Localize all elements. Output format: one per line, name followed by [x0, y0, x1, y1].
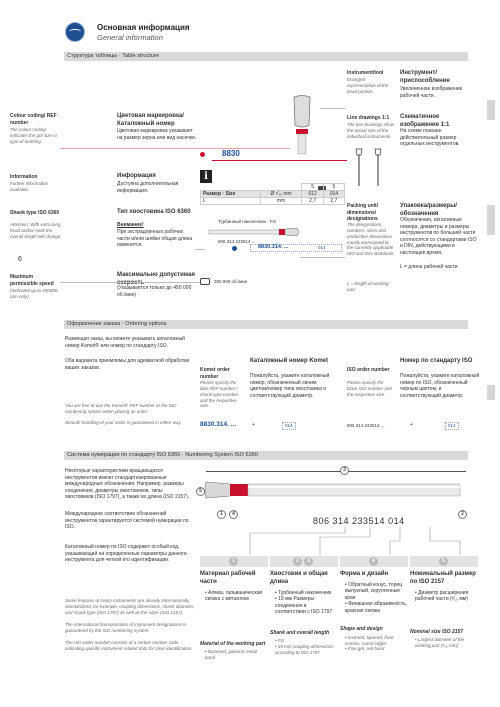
speed-en-desc: (Indicated up to 450000 rpm only): [10, 288, 58, 299]
column-ru-item: • Финишная абразивность, красная связка: [345, 601, 408, 614]
table-cell: 2,7: [323, 198, 344, 205]
table-cell: 014: [323, 191, 344, 198]
order-intro-en: You are free to use the Komet® REF number or the ISO numbering system when placing an order.: [65, 403, 177, 414]
column-number-row: [270, 556, 338, 567]
iso-code-large: 806 314 233514 014: [313, 516, 405, 526]
colour-ru-title: Цветовая маркировка/ Каталожный номер: [117, 113, 184, 127]
page-title-ru: Основная информация: [97, 23, 190, 32]
info-ru-desc: Доступна дополнительная информация.: [117, 181, 179, 194]
column-en-item: • Largest diameter of the working part (¹⁄₁₀ mm): [415, 637, 465, 648]
table-cell: 5: [323, 184, 344, 191]
red-dot-icon: [200, 152, 205, 157]
marker-2-right: 2: [458, 510, 467, 519]
packing-ru-desc: Обозначения, каталожные номера, диаметры и размеры инструментов по большей части соотносятся со стандартами ISO и DIN, действующими в настоящее время.: [400, 217, 477, 256]
packing-en-desc: The designations, numbers, sizes and production dimensions mostly correspond to the currently applicable ISO and DIN standards.: [347, 222, 395, 257]
column-ru-item: • 19 мм Размеры соединения в соответствии с ISO 1797: [275, 596, 333, 616]
red-rule: [212, 160, 347, 161]
section-bar-table-structure: Структура таблицы · Table structure: [64, 52, 468, 61]
colour-ru-desc: Цветовая маркировка указывает на размер зерна или вид насечки.: [117, 128, 197, 141]
iso-example-ref: 806 314 233514 ...: [347, 423, 385, 428]
iso-example-code: 014: [445, 422, 459, 430]
packing-ru-title: Упаковка/размеры/ обозначения: [400, 203, 457, 217]
line-ru-desc: На схеме показан действительный размер отдельных инструментов.: [400, 128, 460, 147]
bur-illustration: [200, 472, 470, 510]
column-en-title: Shape and design: [340, 626, 383, 633]
instrument-head-illustration: [282, 95, 322, 155]
speed-en-title: Maximum permissible speed: [10, 274, 54, 287]
instrument-en-desc: Enlarged representation of the head portion.: [347, 77, 389, 94]
length-unit: mm: [260, 198, 302, 205]
order-ref-small: 8830.314. ...: [258, 244, 289, 250]
column-en-title: Nominal size ISO 2157: [410, 628, 464, 635]
column-ru-title: Номинальный размер по ISO 2157: [410, 571, 476, 585]
shank-ru-warn: Внимание!: [117, 222, 144, 228]
column-ru-item: • Турбинный наконечник: [275, 589, 332, 596]
iso-column-3: [340, 556, 408, 652]
komet-en-desc: Please specify the blue REF number / shank type number and the respective size.: [200, 380, 239, 409]
iso-column-1: [200, 556, 268, 661]
line-drawing-1: [354, 148, 364, 188]
column-en-item: • Fine grit, red band: [345, 646, 385, 652]
shank-ru-title: Тип хвостовика ISO 6360: [117, 209, 191, 215]
column-en-item: • Inverted, tapered, front convex, round edges: [345, 634, 394, 646]
shank-en-desc: Attention: With extra-long head and/or neck the overall length will change.: [10, 222, 62, 239]
iso-column-4: [410, 556, 478, 649]
iso-example-plus: +: [410, 422, 413, 428]
column-number-row: [410, 556, 478, 567]
table-cell: 5: [302, 184, 323, 191]
marker-5-left: 5: [196, 487, 205, 496]
iso-intro-ru2: Международное соответствие обозначений инструментов гарантируется системой нумерации по ISO.: [65, 511, 189, 530]
iso-intro-en3: The ISO order number consists of a certain number code indicating specific instrument related data for clear identification.: [65, 640, 193, 651]
komet-example-plus: +: [252, 422, 255, 428]
packing-en-l: L = length of working part: [347, 281, 389, 292]
column-marker: 3: [304, 557, 313, 566]
page-number: 6: [18, 256, 22, 263]
column-number-row: [340, 556, 408, 567]
shank-drawing: [205, 226, 305, 238]
komet-ru-title: Каталожный номер Komet: [250, 358, 329, 364]
column-marker: 2: [293, 557, 302, 566]
connector-line: [320, 108, 345, 109]
info-icon: i: [200, 170, 212, 183]
info-ru-title: Информация: [117, 173, 156, 179]
column-ru-item: • Обратный конус, торец выпуклый, скругленные края: [345, 581, 403, 601]
connector-line: [195, 249, 205, 250]
order-intro-ru2: Оба варианта приемлемы для адекватной обработки ваших заказов.: [65, 358, 190, 371]
line-drawing-2: [373, 148, 383, 188]
iso-columns: [200, 556, 480, 706]
column-marker: 4: [369, 557, 378, 566]
right-sidebar-tab-mid: [487, 205, 495, 235]
table-cell: 012: [302, 191, 323, 198]
instrument-en-title: Instrument/tool: [347, 70, 384, 76]
info-en-title: Information: [10, 174, 38, 180]
column-ru-item: • Диаметр расширения рабочей части (¹⁄₁₀ мм): [415, 589, 469, 603]
colour-en-title: Colour coding/ REF number: [10, 113, 57, 126]
size-unit: Ø ¹⁄₁₀ mm: [260, 191, 302, 198]
iso-intro-en2: The international harmonization of instrument designations is guaranteed by the ISO numbering system.: [65, 622, 187, 633]
right-sidebar-tab-top: [487, 100, 495, 120]
iso-intro-ru3: Каталожный номер по ISO содержит особый код, указывающий на определенные параметры данного инструмента для четкой его идентификации.: [65, 544, 187, 563]
shank-caption: Турбинный наконечник · FG: [218, 219, 277, 224]
order-intro-ru: Размещая заказ, вы можете указывать каталожный номер Komet® или номер по стандарту ISO.: [65, 336, 185, 349]
iso-en-title: ISO order number: [347, 367, 390, 373]
column-en-item: • Diamond, galvanic metal bond: [205, 649, 258, 660]
komet-en-title: Komet order number: [200, 367, 230, 380]
logo-swoosh-icon: [69, 29, 81, 34]
order-code-small: 014: [318, 245, 326, 250]
column-number-row: [200, 556, 268, 567]
length-label: L: [201, 198, 261, 205]
iso-ru-title: Номер по стандарту ISO: [400, 358, 473, 364]
info-en-desc: Further information available.: [10, 181, 49, 192]
komet-example-code: 014: [282, 422, 296, 430]
packing-ru-l: L = длина рабочей части: [400, 264, 458, 270]
section-bar-ordering-options: Оформление заказа · Ordering options: [64, 320, 468, 329]
column-ru-title: Форма и дизайн: [340, 571, 389, 577]
column-ru-title: Материал рабочей части: [200, 571, 256, 585]
table-cell: 2,7: [302, 198, 323, 205]
page-title-en: General information: [97, 33, 163, 42]
ref-number: 8830: [222, 149, 240, 158]
instrument-ru-title: Инструмент/приспособление: [400, 70, 450, 84]
connector-line: [60, 282, 200, 283]
iso-number-small: 806 314 233514 ...: [218, 239, 256, 244]
instrument-ru-desc: Увеличенное изображение рабочей части.: [400, 86, 463, 99]
packing-table: [200, 183, 345, 205]
speed-value: 300.000 об./мин: [214, 279, 248, 284]
line-en-desc: The line drawings show the actual size of the individual instruments.: [347, 122, 395, 139]
size-label: Размер · Size: [201, 191, 261, 198]
iso-intro-ru: Некоторые характеристики вращающихся инструментов имеют стандартизированные международные обозначения. Например, размеры соединения, диаметры хвостовиков, типы хвостовиков (ISO 1797), а также их длина (ISO 2157).: [65, 468, 190, 500]
section-bar-numbering-system: Система нумерации по стандарту ISO 6360 · Numbering System ISO 6360: [64, 451, 468, 460]
line-ru-title: Схематичное изображение 1:1: [400, 114, 450, 128]
colour-en-desc: The colour coding indicates the grit size or type of toothing.: [10, 127, 58, 144]
speed-icon: [200, 278, 210, 285]
speed-ru-title: Максимально допустимая: [117, 272, 195, 278]
iso-en-desc: Please specify the black ISO number and the respective size.: [347, 380, 392, 397]
order-intro-en2: Smooth handling of your order is guaranteed in either way.: [65, 420, 182, 425]
line-en-title: Line drawings 1:1: [347, 115, 390, 121]
marker-1-bottom: 1: [217, 510, 226, 519]
connector-line: [300, 257, 345, 258]
blue-dot-icon: [232, 246, 237, 251]
column-marker: 5: [439, 557, 448, 566]
column-ru-item: • Алмаз, гальваническая связка с металлом: [205, 589, 263, 603]
marker-3-top: 3: [340, 466, 349, 475]
komet-example-ref: 8830.314. ...: [200, 421, 237, 428]
speed-ru-desc: (Указывается только до 450 000 об./мин): [117, 285, 192, 298]
komet-ru-desc: Пожалуйста, укажите каталожный номер, обозначенный синим цветом/номер типа хвостовика и соответствующий диаметр.: [250, 373, 330, 399]
iso-column-2: [270, 556, 338, 656]
column-marker: 1: [229, 557, 238, 566]
shank-ru-desc: При экстрадлинных рабочих части и/или шейки общая длина изменится.: [117, 229, 193, 248]
packing-en-title: Packing unit/ dimensions/ designations: [347, 203, 379, 222]
iso-ru-desc: Пожалуйста, укажите каталожный номер по ISO, обозначенный черным цветом, и соответствующий диаметр.: [400, 373, 480, 399]
iso-intro-en: Some features of rotary instruments are already internationally standardized, for example, coupling dimensions, shank diameter, and shank type (ISO 1797) as well as the sizes (ISO 2157).: [65, 598, 195, 615]
column-en-item: • 19 mm coupling dimensions according to ISO 1797: [275, 643, 334, 655]
dimension-line: [206, 471, 466, 472]
connector-line: [60, 148, 290, 149]
marker-4-bottom: 4: [229, 510, 238, 519]
column-en-title: Material of the working part: [200, 640, 266, 647]
column-en-title: Shank and overall length: [270, 629, 330, 636]
bracket-lines: [225, 527, 475, 557]
column-en-item: • FG: [275, 638, 285, 644]
shank-en-title: Shank type ISO 6360: [10, 210, 60, 216]
column-ru-title: Хвостовик и общая длина: [270, 571, 328, 585]
right-sidebar-tab-low: [487, 385, 495, 400]
